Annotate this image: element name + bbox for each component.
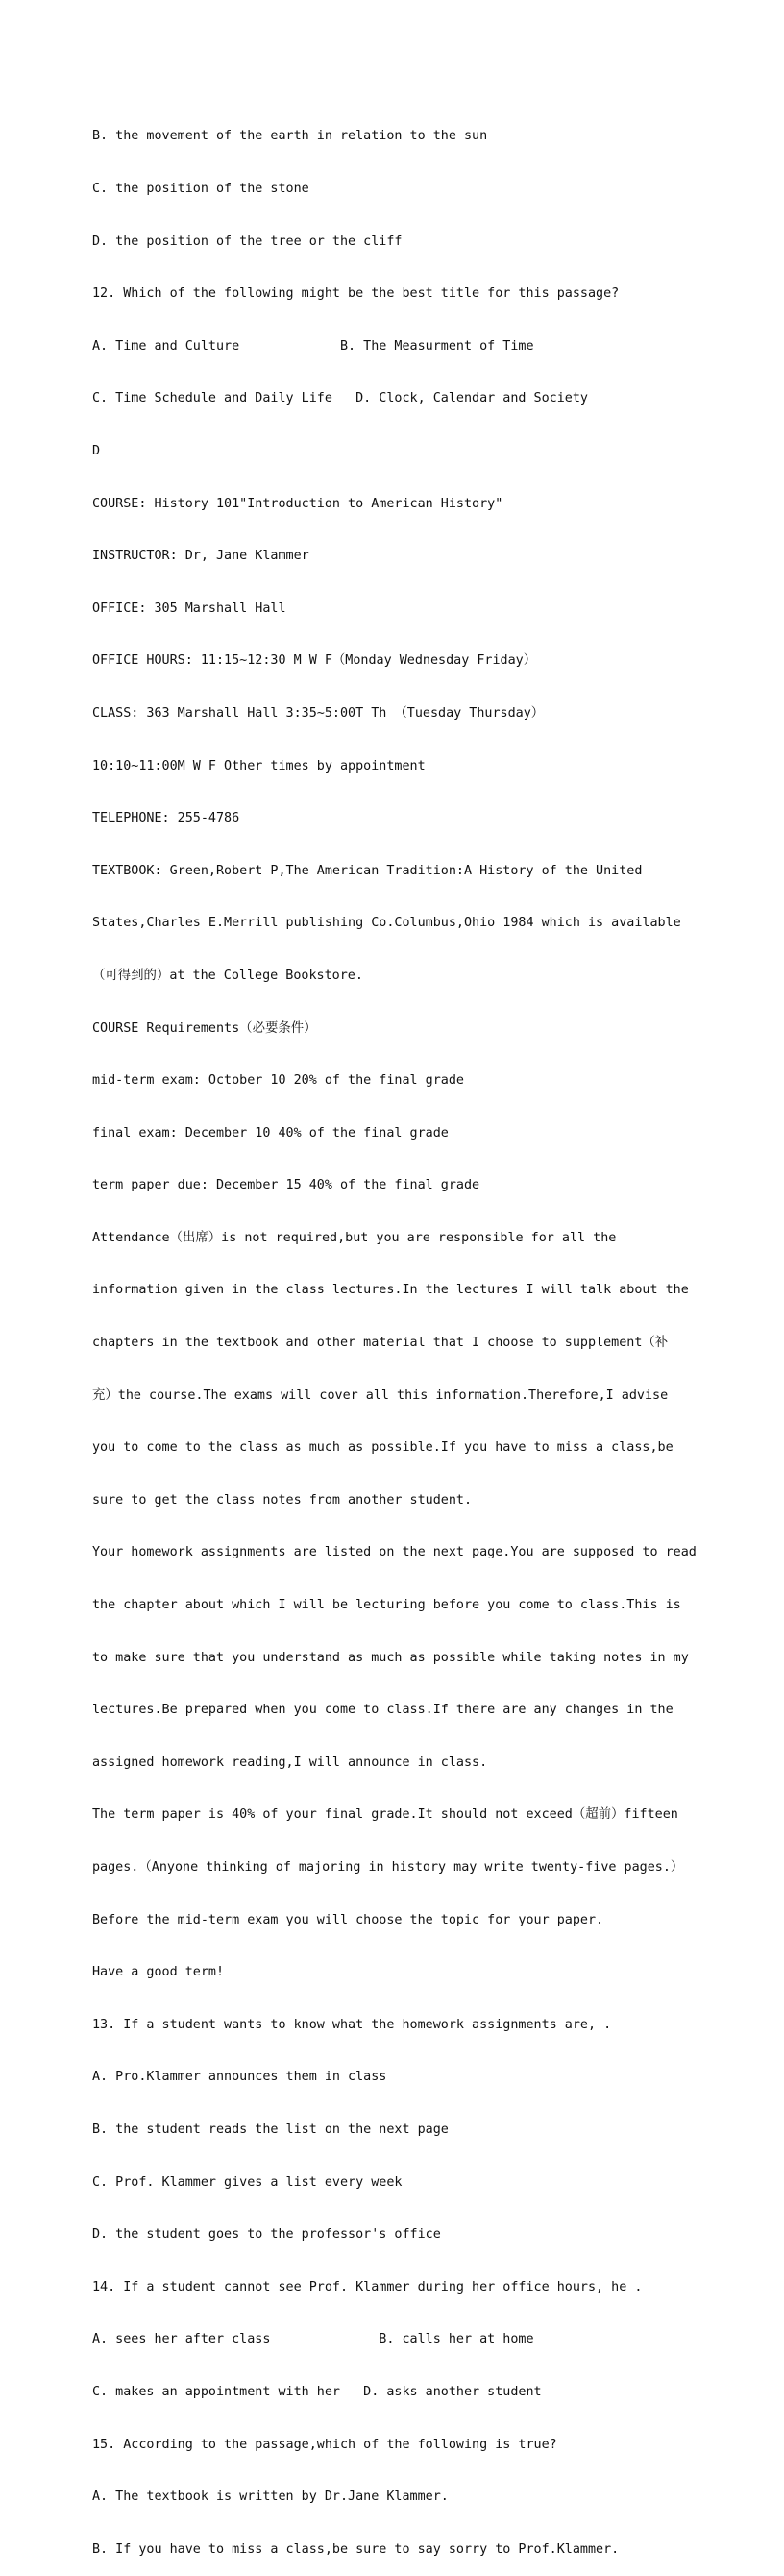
- text-line: assigned homework reading,I will announce in class.: [92, 1754, 488, 1770]
- text-line: C. the position of the stone: [92, 182, 309, 196]
- question-14-options-cd: C. makes an appointment with her D. asks another student: [92, 2384, 542, 2399]
- class-schedule: CLASS: 363 Marshall Hall 3:35~5:00T Th （Tuesday Thursday）: [92, 705, 545, 721]
- question-12-options-ab: A. Time and Culture B. The Measurment of Time: [92, 338, 534, 354]
- text-line: D. the position of the tree or the cliff: [92, 233, 403, 249]
- requirement-midterm: mid-term exam: October 10 20% of the final grade: [92, 1073, 464, 1089]
- text-line: to make sure that you understand as much as possible while taking notes in my: [92, 1650, 689, 1665]
- text-line: pages.（Anyone thinking of majoring in history may write twenty-five pages.）: [92, 1860, 684, 1875]
- section-label: D: [92, 443, 101, 458]
- text-line: The term paper is 40% of your final grade.It should not exceed（超前）fifteen: [92, 1807, 678, 1823]
- document-body: [92, 93, 765, 2576]
- instructor: INSTRUCTOR: Dr, Jane Klammer: [92, 549, 309, 564]
- course-requirements: COURSE Requirements（必要条件）: [92, 1020, 317, 1036]
- question-13-option-a: A. Pro.Klammer announces them in class: [92, 2070, 387, 2085]
- question-15-option-a: A. The textbook is written by Dr.Jane Klammer.: [92, 2490, 449, 2505]
- question-14: 14. If a student cannot see Prof. Klammer during her office hours, he .: [92, 2279, 643, 2294]
- text-line: sure to get the class notes from another student.: [92, 1492, 473, 1508]
- course-title: COURSE: History 101"Introduction to American History": [92, 496, 503, 511]
- text-line: 充）the course.The exams will cover all this information.Therefore,I advise: [92, 1387, 669, 1403]
- text-line: Attendance（出席）is not required,but you are responsible for all the: [92, 1230, 617, 1245]
- text-line: the chapter about which I will be lecturing before you come to class.This is: [92, 1598, 681, 1613]
- question-14-options-ab: A. sees her after class B. calls her at home: [92, 2332, 534, 2347]
- requirement-paper: term paper due: December 15 40% of the final grade: [92, 1178, 480, 1193]
- question-13-option-b: B. the student reads the list on the next page: [92, 2122, 449, 2137]
- office: OFFICE: 305 Marshall Hall: [92, 601, 286, 616]
- requirement-final: final exam: December 10 40% of the final grade: [92, 1125, 449, 1141]
- office-hours: OFFICE HOURS: 11:15~12:30 M W F（Monday Wednesday Friday）: [92, 653, 537, 669]
- text-line: Before the mid-term exam you will choose the topic for your paper.: [92, 1912, 604, 1927]
- text-line: chapters in the textbook and other material that I choose to supplement（补: [92, 1336, 669, 1351]
- class-schedule-extra: 10:10~11:00M W F Other times by appointment: [92, 758, 426, 773]
- question-12-options-cd: C. Time Schedule and Daily Life D. Clock, Calendar and Society: [92, 391, 588, 406]
- text-line: B. the movement of the earth in relation to the sun: [92, 129, 488, 144]
- question-12: 12. Which of the following might be the best title for this passage?: [92, 286, 620, 302]
- text-line: information given in the class lectures.In the lectures I will talk about the: [92, 1283, 689, 1298]
- text-line: Your homework assignments are listed on the next page.You are supposed to read: [92, 1545, 697, 1560]
- question-15-option-b: B. If you have to miss a class,be sure to say sorry to Prof.Klammer.: [92, 2541, 620, 2557]
- textbook-cont: （可得到的）at the College Bookstore.: [92, 968, 363, 983]
- question-13-option-c: C. Prof. Klammer gives a list every week: [92, 2174, 403, 2190]
- closing-line: Have a good term!: [92, 1965, 225, 1980]
- textbook: TEXTBOOK: Green,Robert P,The American Tradition:A History of the United: [92, 863, 643, 878]
- telephone: TELEPHONE: 255-4786: [92, 811, 240, 826]
- question-15: 15. According to the passage,which of the following is true?: [92, 2437, 557, 2452]
- question-13: 13. If a student wants to know what the homework assignments are, .: [92, 2017, 612, 2032]
- text-line: lectures.Be prepared when you come to class.If there are any changes in the: [92, 1703, 674, 1718]
- text-line: you to come to the class as much as possible.If you have to miss a class,be: [92, 1440, 674, 1456]
- question-13-option-d: D. the student goes to the professor's office: [92, 2227, 441, 2243]
- textbook-cont: States,Charles E.Merrill publishing Co.Columbus,Ohio 1984 which is available: [92, 916, 681, 931]
